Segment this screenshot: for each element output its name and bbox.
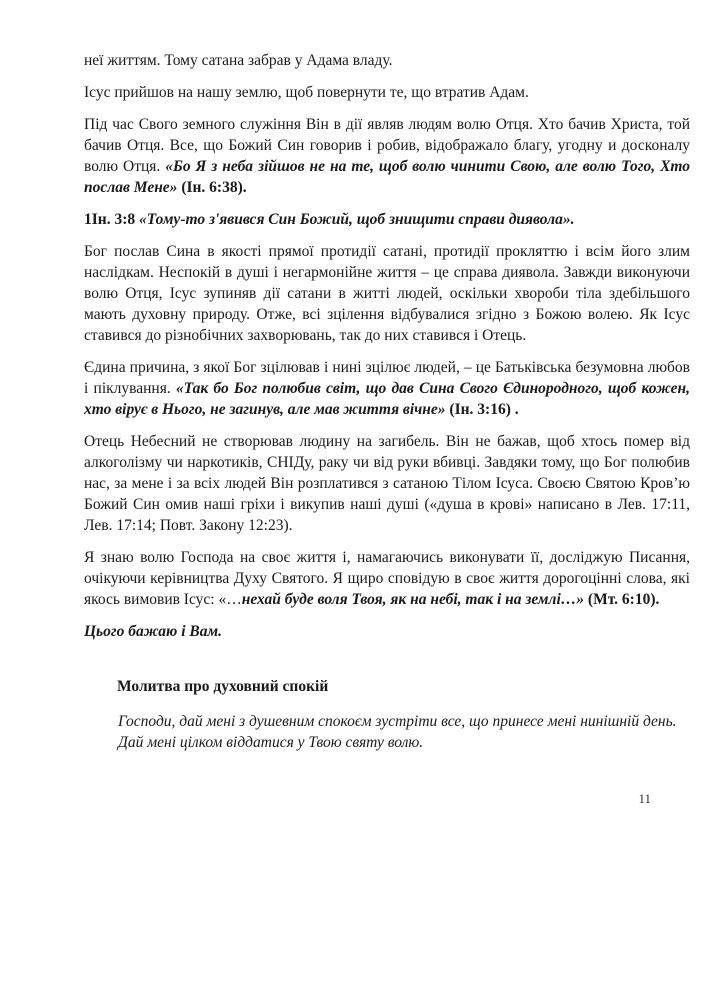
text-run: Ісус прийшов на нашу землю, щоб повернути те, що втратив Адам.	[84, 84, 529, 101]
text-run: нехай буде воля Твоя, як на небі, так і на землі…»	[241, 591, 588, 608]
text-run: Цього бажаю і Вам.	[84, 623, 222, 640]
body-paragraph	[84, 621, 690, 642]
text-run: Бог послав Сина в якості прямої протидії сатані, протидії прокляттю і всім його злим наслідкам. Неспокій в душі і негармонійне життя – це справа диявола. Завжди виконуючи волю Отця, Ісус зупиняв дії сатани в житті людей, оскільки хвороби тіла здебільшого мають духовну природу. Отже, всі зцілення відбувалися згідно з Божою волею. Як Ісус ставився до різнобічних захворювань, так до них ставився і Отець.	[84, 243, 690, 344]
text-run: 1Ін. 3:8	[84, 211, 139, 228]
text-run: (Мт. 6:10).	[587, 591, 660, 608]
text-run: «Тому-то з'явився Син Божий, щоб знищити справи диявола».	[139, 211, 575, 228]
text-run: Дай мені цілком віддатися у Твою святу волю.	[118, 734, 424, 751]
page-number: 11	[638, 791, 651, 806]
text-run: Отець Небесний не створював людину на загибель. Він не бажав, щоб хтось помер від алкоголізму чи наркотиків, СНІДу, раку чи від руки вбивці. Завдяки тому, що Бог полюбив нас, за мене і за всіх людей Він розплатився з сатаною Тілом Ісуса. Своєю Святою Кров’ю Божий Син омив наші гріхи і викупив наші душі («душа в крові» написано в Лев. 17:11, Лев. 17:14; Повт. Закону 12:23).	[84, 433, 690, 534]
text-run: «Так бо Бог полюбив світ, що дав Сина Свого Єдинородного, щоб кожен, хто вірує в Нього, не загинув, але мав життя вічне»	[84, 380, 690, 418]
body-paragraph	[84, 50, 690, 71]
body-paragraph	[84, 431, 690, 536]
body-paragraph	[84, 82, 690, 103]
text-run: Молитва про духовний спокій	[117, 678, 329, 695]
text-run: «Бо Я з неба зійшов не на те, щоб волю чинити Свою, але волю Того, Хто послав Мене»	[84, 158, 691, 196]
body-paragraph	[84, 241, 690, 346]
prayer-paragraph	[84, 732, 690, 753]
document-body	[84, 50, 690, 753]
section-heading	[117, 676, 690, 697]
text-run: Я знаю волю Господа на своє життя і, намагаючись виконувати її, досліджую Писання, очікуючи керівництва Духу Святого. Я щиро сповідую в своє життя дорогоцінні слова, які якось вимовив Ісус: «…	[84, 549, 690, 608]
text-run: (Ін. 6:38).	[181, 179, 247, 196]
text-run: Єдина причина, з якої Бог зцілював і нині зцілює людей, – це Батьківська безумовна любов і піклування.	[84, 359, 690, 397]
text-run: Господи, дай мені з душевним спокоєм зустріти все, що принесе мені нинішній день.	[118, 713, 677, 730]
body-paragraph	[84, 547, 690, 610]
body-paragraph	[84, 357, 690, 420]
body-paragraph	[84, 209, 690, 230]
prayer-paragraph	[84, 711, 690, 732]
text-run: неї життям. Тому сатана забрав у Адама владу.	[84, 52, 393, 69]
text-run: (Ін. 3:16) .	[449, 401, 519, 418]
body-paragraph	[84, 114, 690, 198]
text-run: Під час Свого земного служіння Він в дії являв людям волю Отця. Хто бачив Христа, той бачив Отця. Все, що Божий Син говорив і робив, відображало благу, угодну и досконалу волю Отця.	[84, 116, 690, 175]
